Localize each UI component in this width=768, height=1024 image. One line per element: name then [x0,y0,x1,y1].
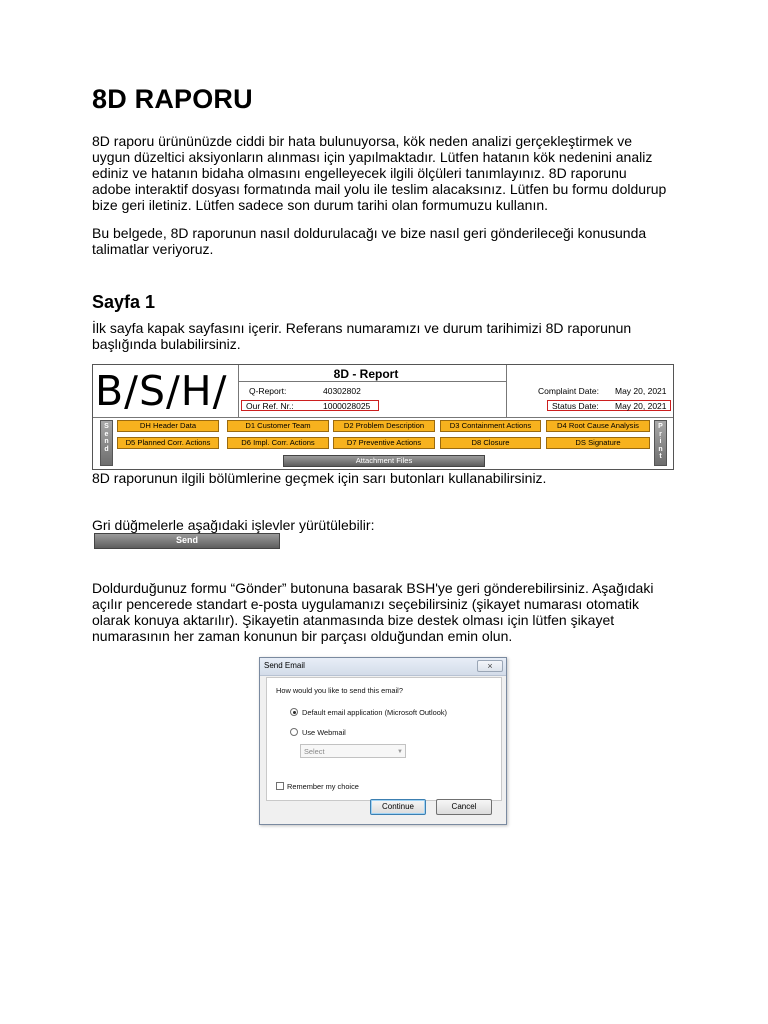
send-line: numarasının her zaman konunun bir parçası olduğundan emin olun. [92,628,513,644]
webmail-radio[interactable] [290,728,298,736]
report-screenshot [92,364,674,470]
our-ref-label: Our Ref. Nr.: [246,401,294,411]
dialog-title: Send Email [264,661,305,670]
d4-root-cause-analysis-button[interactable]: D4 Root Cause Analysis [546,420,650,432]
cancel-button[interactable]: Cancel [436,799,492,815]
send-button-example[interactable]: Send [94,533,280,549]
complaint-date-label: Complaint Date: [538,386,599,396]
intro-line: ediniz ve hatanın bidaha olmasını engelleyecek ilgili ölçüleri tanımlayınız. 8D raporunu [92,165,627,181]
section-line: İlk sayfa kapak sayfasını içerir. Referans numaramızı ve durum tarihimizi 8D raporunun [92,320,632,336]
d3-containment-actions-button[interactable]: D3 Containment Actions [440,420,541,432]
status-date-label: Status Date: [552,401,599,411]
section-heading: Sayfa 1 [92,292,156,312]
send-line: açılır pencerede standart e-posta uygulamanızı seçebilirsiniz (şikayet numarası otomatik [92,596,640,612]
send-line: Doldurduğunuz formu “Gönder” butonuna basarak BSH'ye geri gönderebilirsiniz. Aşağıdaki [92,580,654,596]
send-side-button[interactable]: S e n d [100,420,113,466]
intro-line: bize geri iletiniz. Lütfen sadece son durum tarihi olan formumuzu kullanın. [92,197,549,213]
document-title: 8D RAPORU [92,84,253,114]
print-side-button[interactable]: P r i n t [654,420,667,466]
intro-line: uygun düzeltici aksiyonların alınması için yapılmaktadır. Lütfen hatanın kök nedenini analiz [92,149,653,165]
default-email-label: Default email application (Microsoft Outlook) [302,708,447,717]
attachment-files-button[interactable]: Attachment Files [283,455,485,467]
status-date-value: May 20, 2021 [615,401,667,411]
our-ref-value: 1000028025 [323,401,371,411]
section-line: başlığında bulabilirsiniz. [92,336,241,352]
report-header-vline [506,365,507,417]
remember-label: Remember my choice [287,782,359,791]
q-report-label: Q-Report: [249,386,287,396]
second-paragraph [92,225,692,257]
second-line: talimatlar veriyoruz. [92,241,214,257]
d5-planned-corr-actions-button[interactable]: D5 Planned Corr. Actions [117,437,219,449]
close-icon[interactable]: × [477,660,503,672]
bsh-logo: B/S/H/ [95,367,228,415]
d8-closure-button[interactable]: D8 Closure [440,437,541,449]
d2-problem-description-button[interactable]: D2 Problem Description [333,420,435,432]
chevron-down-icon: ▼ [397,749,403,755]
section-paragraph [92,320,692,352]
default-email-radio[interactable] [290,708,298,716]
intro-line: 8D raporu ürününüzde ciddi bir hata bulunuyorsa, kök neden analizi gerçekleştirmek ve [92,133,633,149]
report-title: 8D - Report [333,367,399,381]
q-report-value: 40302802 [323,386,361,396]
intro-paragraph [92,133,692,213]
continue-button[interactable]: Continue [370,799,426,815]
dialog-panel [266,677,502,801]
dialog-question: How would you like to send this email? [276,686,403,695]
report-nav-divider [93,417,673,418]
intro-line: adobe interaktif dosyası formatında mail yolu ile teslim alacaksınız. Lütfen bu formu doldurup [92,181,667,197]
send-line: olarak konuya aktarılır). Şikayetin atanmasında bize destek olması için lütfen şikayet [92,612,615,628]
webmail-select[interactable] [300,744,406,758]
remember-checkbox[interactable] [276,782,284,790]
dh-header-data-button[interactable]: DH Header Data [117,420,219,432]
send-email-dialog [259,657,507,825]
ds-signature-button[interactable]: DS Signature [546,437,650,449]
d6-impl-corr-actions-button[interactable]: D6 Impl. Corr. Actions [227,437,329,449]
select-value: Select [304,747,325,756]
d7-preventive-actions-button[interactable]: D7 Preventive Actions [333,437,435,449]
d1-customer-team-button[interactable]: D1 Customer Team [227,420,329,432]
complaint-date-value: May 20, 2021 [615,386,667,396]
webmail-label: Use Webmail [302,728,346,737]
second-line: Bu belgede, 8D raporunun nasıl doldurulacağı ve bize nasıl geri gönderileceği konusunda [92,225,647,241]
yellow-buttons-line: 8D raporunun ilgili bölümlerine geçmek için sarı butonları kullanabilirsiniz. [92,470,547,486]
grey-buttons-line: Gri düğmelerle aşağıdaki işlevler yürütülebilir: [92,517,375,533]
send-paragraph [92,580,692,644]
report-header-divider [238,381,506,382]
